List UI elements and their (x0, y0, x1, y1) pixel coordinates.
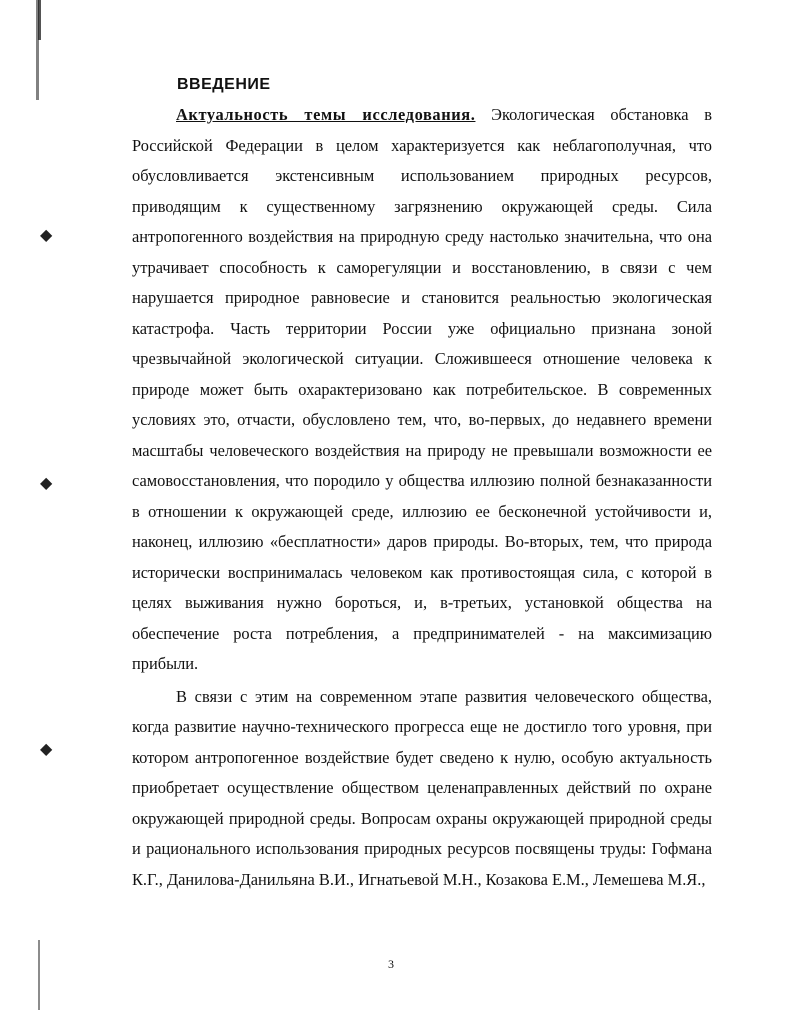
paragraph-1-text: Экологическая обстановка в Российской Федерации в целом характеризуется как неблагополучная, что обусловливается экстенсивным использованием природных ресурсов, приводящим к существенному загрязнению окружающей среды. Сила антропогенного воздействия на природную среду настолько значительна, что она утрачивает способность к саморегуляции и восстановлению, в связи с чем нарушается природное равновесие и становится реальностью экологическая катастрофа. Часть территории России уже официально признана зоной чрезвычайной экологической ситуации. Сложившееся отношение человека к природе может быть охарактеризовано как потребительское. В современных условиях это, отчасти, обусловлено тем, что, во-первых, до недавнего времени масштабы человеческого воздействия на природу не превышали возможности ее самовосстановления, что породило у общества иллюзию полной безнаказанности в отношении к окружающей среде, иллюзию ее бесконечной устойчивости и, наконец, иллюзию «бесплатности» даров природы. Во-вторых, тем, что природа исторически воспринималась человеком как противостоящая сила, с которой в целях выживания нужно бороться, и, в-третьих, установкой общества на обеспечение роста потребления, а предпринимателей - на максимизацию прибыли. (132, 105, 712, 673)
paragraph-1-lead: Актуальность темы исследования. (176, 105, 476, 124)
binding-hole-mark-2: ◆ (40, 475, 53, 492)
binding-hole-mark-1: ◆ (40, 227, 53, 244)
scan-edge-top-dark (38, 0, 41, 40)
paragraph-1 (132, 100, 712, 680)
page-heading: ВВЕДЕНИЕ (177, 76, 271, 93)
scan-edge-bottom (38, 940, 40, 1010)
body-text (132, 100, 712, 895)
binding-hole-mark-3: ◆ (40, 741, 53, 758)
page-number: 3 (388, 957, 394, 971)
paragraph-2: В связи с этим на современном этапе развития человеческого общества, когда развитие научно-технического прогресса еще не достигло того уровня, при котором антропогенное воздействие будет сведено к нулю, особую актуальность приобретает осуществление обществом целенаправленных действий по охране окружающей природной среды. Вопросам охраны окружающей природной среды и рационального использования природных ресурсов посвящены труды: Гофмана К.Г., Данилова-Данильяна В.И., Игнатьевой М.Н., Козакова Е.М., Лемешева М.Я., (132, 686, 712, 889)
